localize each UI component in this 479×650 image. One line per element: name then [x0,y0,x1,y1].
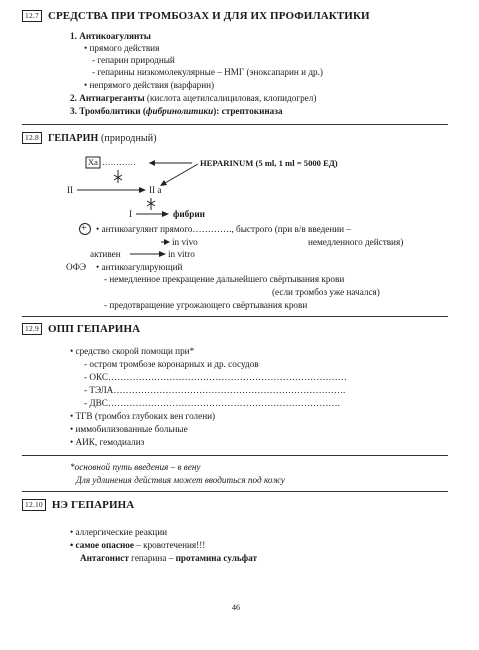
desc-immediate-action: немедленного действия) [308,237,404,247]
desc-anticoagulant-direct: • антикоагулянт прямого…………., быстрого (при в/в введении – [96,224,351,234]
section-header-12-10 [22,499,457,511]
section-header-12-9 [22,323,457,335]
label-in-vitro: in vitro [168,249,195,259]
side-effect-bleeding: • самое опасное – кровотечения!!! [70,540,206,550]
section-title: ГЕПАРИН (природный) [47,132,157,144]
indication-acute-thrombosis: - остром тромбозе коронарных и др. сосудов [84,359,259,369]
desc-anticoagulating: • антикоагулирующий [96,262,183,272]
item-direct: • прямого действия [84,43,160,53]
factor-iia-label: II а [149,185,162,195]
section-number: 12.10 [22,499,46,511]
indication-oks: - ОКС…………………………………………………………………… [84,372,347,382]
label-active: активен [90,249,121,259]
label-ofe: ОФЭ [66,262,87,272]
desc-prevent-clotting: - предотвращение угрожающего свёртывания крови [104,300,308,310]
plus-icon: + [81,223,87,234]
xa-dots: ………… [102,157,136,167]
note-route: *основной путь введения – в вену [70,462,201,472]
arrowhead [139,187,146,193]
indication-immobilized: • иммобилизованные больные [70,424,188,434]
indication-aik: • АИК, гемодиализ [70,437,145,447]
label-in-vivo: in vivo [172,237,198,247]
divider [22,491,448,492]
indication-emergency: • средство скорой помощи при* [70,346,195,356]
item-heparin-natural: - гепарин природный [92,55,175,65]
desc-if-thrombosis: (если тромбоз уже начался) [272,287,380,297]
heparinum-label: HEPARINUM (5 ml, 1 ml = 5000 ЕД) [200,158,338,168]
fibrin-label: фибрин [173,209,205,219]
section-title: СРЕДСТВА ПРИ ТРОМБОЗАХ И ДЛЯ ИХ ПРОФИЛАКТИКИ [47,10,370,22]
factor-i-label: I [129,209,133,219]
antagonist-line: Антагонист гепарина – протамина сульфат [80,553,257,563]
section-number: 12.9 [22,323,42,335]
indication-tgv: • ТГВ (тромбоз глубоких вен голени) [70,411,216,421]
note-subcutaneous: Для удлинения действия может вводиться под кожу [76,475,285,485]
item-thrombolytics: 3. Тромболитики (фибринолитики): стрептокиназа [70,106,283,116]
arrowhead [164,239,170,245]
heparinum-to-iia-line [165,164,198,183]
side-effect-allergy: • аллергические реакции [70,527,168,537]
divider [22,455,448,456]
indication-dvs: - ДВС…………………………………………………………………. [84,398,340,408]
section-title: ОПП ГЕПАРИНА [47,323,141,335]
desc-stop-clotting: - немедленное прекращение дальнейшего свёртывания крови [104,274,345,284]
item-anticoagulants: 1. Антикоагулянты [70,31,151,41]
section-number: 12.8 [22,132,42,144]
arrowhead [162,211,169,217]
xa-label: Xa [88,157,98,167]
arrowhead [159,251,166,257]
section-number: 12.7 [22,10,42,22]
item-lmwh: - гепарины низкомолекулярные – НМГ (эноксапарин и др.) [92,67,323,77]
item-indirect: • непрямого действия (варфарин) [84,80,215,90]
item-antiaggregants: 2. Антиагреганты (кислота ацетилсалициловая, клопидогрел) [70,93,317,103]
divider [22,316,448,317]
indication-tela: - ТЭЛА…………………………………………………………………. [84,385,346,395]
factor-ii-label: II [67,185,74,195]
section-title: НЭ ГЕПАРИНА [51,499,135,511]
arrowhead [149,160,155,166]
page-number: 46 [232,603,240,612]
